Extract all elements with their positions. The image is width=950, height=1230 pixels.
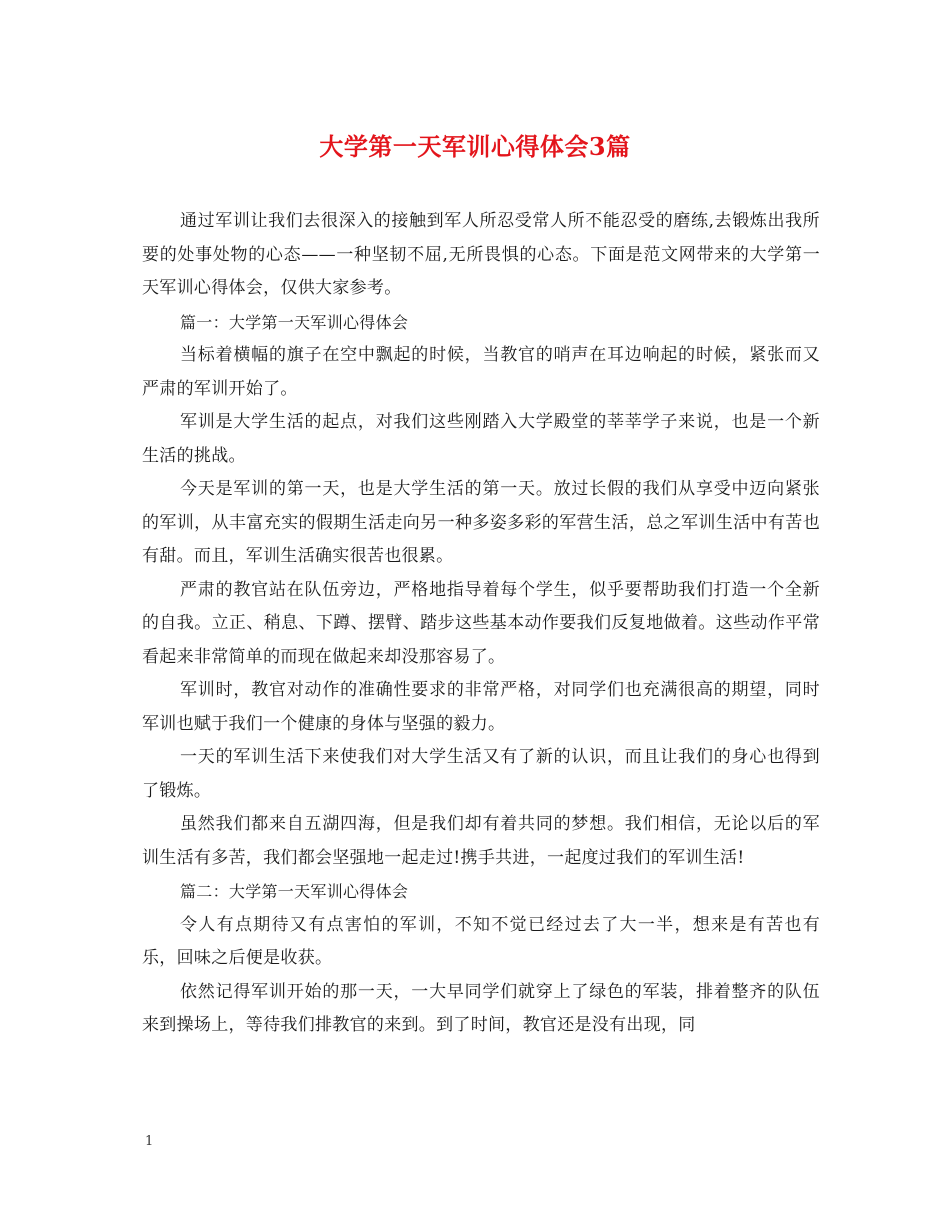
intro-paragraph: 通过军训让我们去很深入的接触到军人所忍受常人所不能忍受的磨练,去锻炼出我所要的处事处物的心态——一种坚韧不屈,无所畏惧的心态。下面是范文网带来的大学第一天军训心得体会，仅供大家参考。 bbox=[142, 211, 820, 298]
body-paragraph: 严肃的教官站在队伍旁边，严格地指导着每个学生，似乎要帮助我们打造一个全新的自我。立正、稍息、下蹲、摆臂、踏步这些基本动作要我们反复地做着。这些动作平常看起来非常简单的而现在做起来却没那容易了。 bbox=[142, 579, 820, 667]
body-paragraph: 依然记得军训开始的那一天，一大早同学们就穿上了绿色的军装，排着整齐的队伍来到操场上，等待我们排教官的来到。到了时间，教官还是没有出现，同 bbox=[142, 981, 820, 1035]
page-number: 1 bbox=[145, 1134, 154, 1149]
body-paragraph: 今天是军训的第一天，也是大学生活的第一天。放过长假的我们从享受中迈向紧张的军训，从丰富充实的假期生活走向另一种多姿多彩的军营生活，总之军训生活中有苦也有甜。而且，军训生活确实很苦也很累。 bbox=[142, 479, 820, 566]
body-paragraph: 一天的军训生活下来使我们对大学生活又有了新的认识，而且让我们的身心也得到了锻炼。 bbox=[142, 747, 820, 801]
section-heading-2: 篇二：大学第一天军训心得体会 bbox=[180, 882, 409, 901]
document-title: 大学第一天军训心得体会3篇 bbox=[319, 132, 631, 161]
body-paragraph: 令人有点期待又有点害怕的军训，不知不觉已经过去了大一半，想来是有苦也有乐，回味之后便是收获。 bbox=[142, 914, 820, 968]
body-paragraph: 虽然我们都来自五湖四海，但是我们却有着共同的梦想。我们相信，无论以后的军训生活有多苦，我们都会坚强地一起走过!携手共进，一起度过我们的军训生活! bbox=[142, 814, 820, 868]
body-paragraph: 军训时，教官对动作的准确性要求的非常严格，对同学们也充满很高的期望，同时军训也赋于我们一个健康的身体与坚强的毅力。 bbox=[142, 680, 820, 734]
body-paragraph: 军训是大学生活的起点，对我们这些刚踏入大学殿堂的莘莘学子来说，也是一个新生活的挑战。 bbox=[142, 412, 820, 466]
body-paragraph: 当标着横幅的旗子在空中飘起的时候，当教官的哨声在耳边响起的时候，紧张而又严肃的军训开始了。 bbox=[142, 345, 820, 399]
section-heading-1: 篇一：大学第一天军训心得体会 bbox=[180, 312, 409, 332]
document-body bbox=[142, 205, 820, 1043]
